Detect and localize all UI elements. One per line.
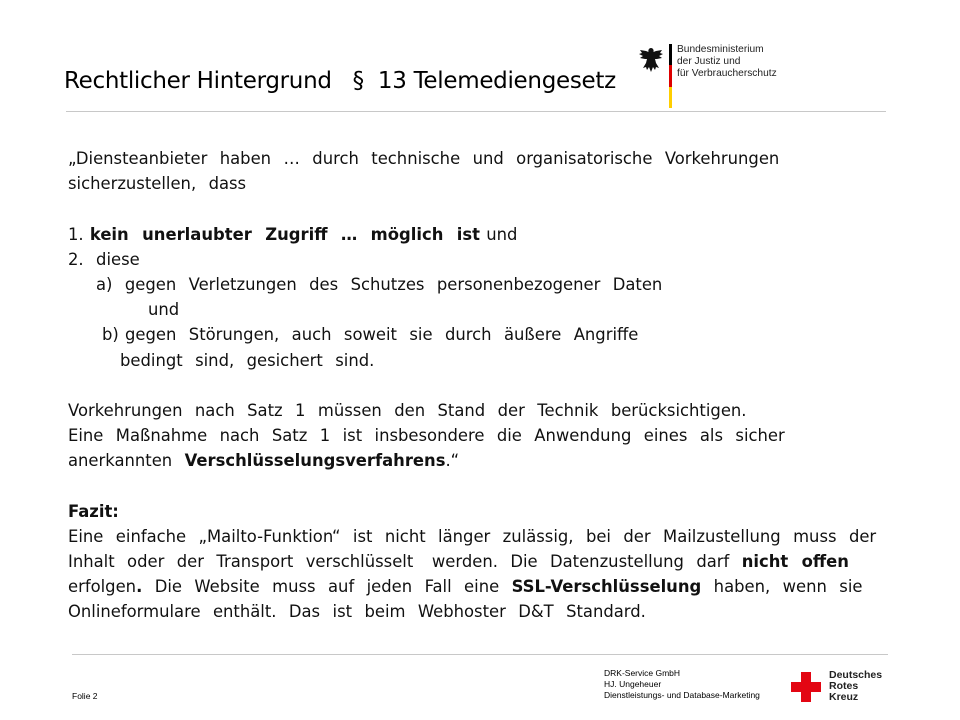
- header-divider: [66, 111, 886, 112]
- slide-title: Rechtlicher Hintergrund § 13 Telemediengesetz: [64, 68, 616, 94]
- fazit-line: Onlineformulare enthält. Das ist beim Webhoster D&T Standard.: [68, 602, 646, 622]
- fazit-line: Eine einfache „Mailto-Funktion“ ist nicht länger zulässig, bei der Mailzustellung muss der: [68, 526, 877, 546]
- company-info: [604, 668, 760, 701]
- quote-paragraph-line: Vorkehrungen nach Satz 1 müssen den Stand der Technik berücksichtigen.: [68, 400, 747, 420]
- german-flag-bar: [669, 44, 672, 108]
- quote-line: sicherzustellen, dass: [68, 174, 247, 194]
- sub-item-b: b) gegen Störungen, auch soweit sie durch äußere Angriffe: [102, 325, 639, 345]
- ministry-name-line: Bundesministerium: [677, 44, 764, 55]
- red-cross-name-line: Kreuz: [829, 691, 859, 703]
- slide-body: [68, 146, 877, 625]
- company-info-line: DRK-Service GmbH: [604, 668, 681, 678]
- red-cross-icon: [791, 672, 821, 702]
- list-item-1: 1. kein unerlaubter Zugriff … möglich ist und: [68, 224, 518, 244]
- ministry-name: [677, 44, 777, 80]
- fazit-heading: Fazit:: [68, 501, 119, 521]
- red-cross-name-line: Rotes: [829, 680, 859, 692]
- sub-item-a: a) gegen Verletzungen des Schutzes personenbezogener Daten: [96, 274, 663, 294]
- list-item-2: 2. diese: [68, 249, 140, 269]
- company-info-line: Dienstleistungs- und Database-Marketing: [604, 690, 760, 700]
- company-info-line: HJ. Ungeheuer: [604, 679, 662, 689]
- footer-divider: [72, 654, 888, 655]
- ministry-name-line: für Verbraucherschutz: [677, 68, 777, 79]
- fazit-line: erfolgen. Die Website muss auf jeden Fall eine SSL-Verschlüsselung haben, wenn sie: [68, 577, 863, 597]
- ministry-name-line: der Justiz und: [677, 56, 741, 67]
- red-cross-name: [829, 670, 882, 703]
- quote-line: „Diensteanbieter haben … durch technische und organisatorische Vorkehrungen: [68, 149, 780, 168]
- quote-paragraph-line: Eine Maßnahme nach Satz 1 ist insbesondere die Anwendung eines als sicher: [68, 426, 785, 446]
- red-cross-name-line: Deutsches: [829, 669, 883, 681]
- fazit-line: Inhalt oder der Transport verschlüsselt werden. Die Datenzustellung darf nicht offen: [68, 552, 849, 571]
- sub-item-b-cont: bedingt sind, gesichert sind.: [120, 350, 375, 370]
- sub-item-a-cont: und: [148, 300, 180, 320]
- red-cross-logo: [789, 668, 899, 704]
- slide-number: Folie 2: [72, 691, 98, 701]
- ministry-logo: [638, 44, 788, 108]
- quote-paragraph-line: anerkannten Verschlüsselungsverfahrens.“: [68, 451, 460, 471]
- federal-eagle-icon: [638, 46, 664, 74]
